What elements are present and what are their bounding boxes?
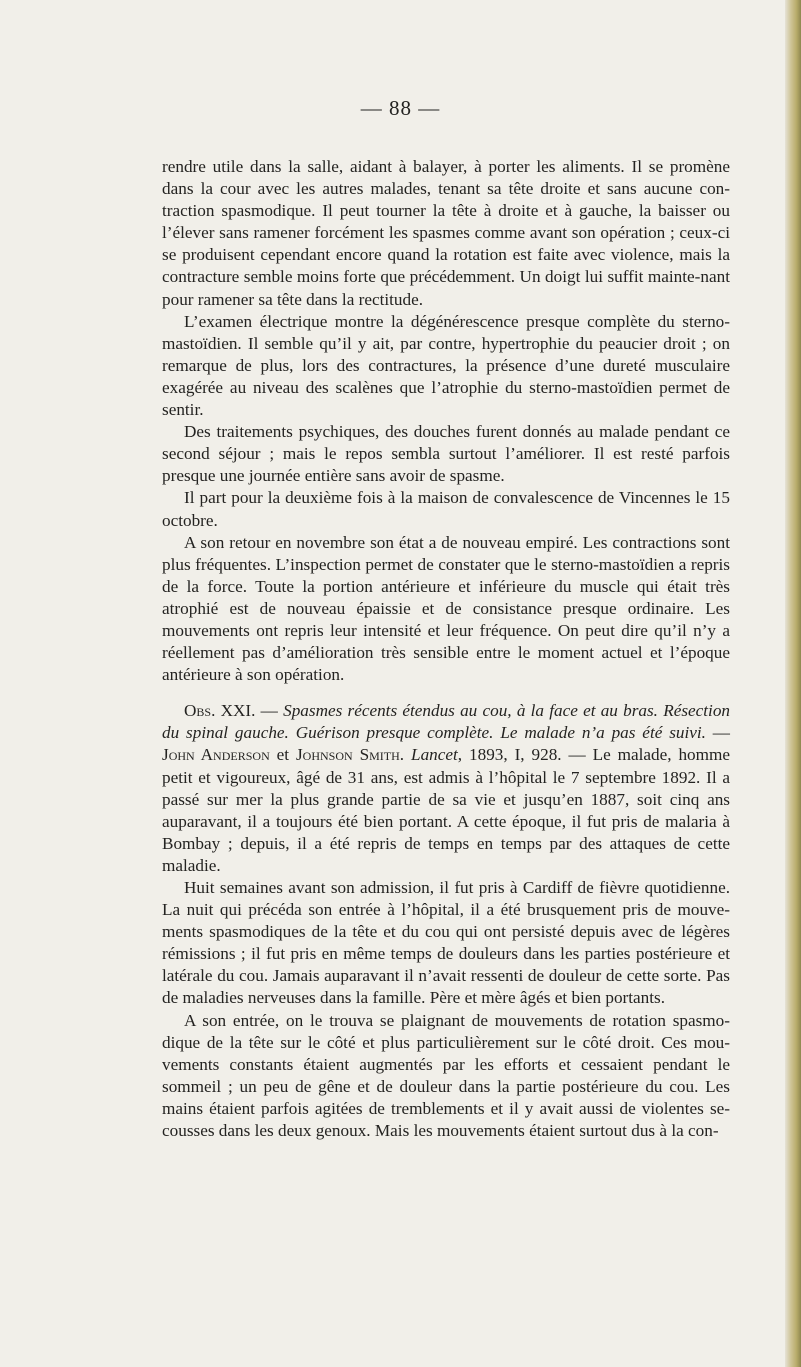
observation-dash: — — [255, 701, 284, 721]
authors-period: . — [399, 745, 405, 765]
observation-body: — Le malade, homme petit et vigoureux, âgé de 31 ans, est admis à l’hôpital le 7 septembre 1892. Il a passé sur mer la plus grande partie de sa vie et jusqu’en 1887, soit cinq ans auparavant, il a toujours été bien portant. A cette époque, il fut pris de malaria à Bombay ; depuis, il a été repris de temps en temps par des attaques de cette maladie. — [162, 745, 731, 875]
journal-name: Lancet — [411, 745, 458, 765]
paragraph: A son entrée, on le trouva se plaignant de mouvements de rotation spasmo-dique de la tête sur le côté et plus particulièrement sur le côté droit. Ces mou-vements constants étaient augmentés par les efforts et cessaient pendant le sommeil ; un peu de gêne et de douleur dans la partie postérieure du cou. Les mains étaient parfois agitées de tremblements et il y avait aussi de violentes se-cousses dans les deux genoux. Mais les mouvements étaient surtout dus à la con- — [162, 1010, 730, 1141]
observation-title: Spasmes récents étendus au cou, à la face et au bras. Résection du spinal gauche. Guérison presque complète. Le malade n’a pas été suivi. — [162, 701, 731, 743]
paragraph: Huit semaines avant son admission, il fut pris à Cardiff de fièvre quotidienne. La nuit qui précéda son entrée à l’hôpital, il a été brusquement pris de mouve-ments spasmodiques de la tête et du cou qui ont persisté depuis avec de légères rémissions ; il fut pris en même temps de douleurs dans les parties postérieure et latérale du cou. Jamais auparavant il n’avait ressenti de douleur de cette sorte. Pas de maladies nerveuses dans la famille. Père et mère âgés et bien portants. — [162, 878, 730, 1008]
observation-paragraph — [162, 700, 730, 877]
paragraph: Il part pour la deuxième fois à la maison de convalescence de Vincennes le 15 octobre. — [162, 488, 730, 530]
author-smith: Johnson Smith — [295, 745, 400, 765]
author-conjunction: et — [269, 745, 296, 765]
paragraph: L’examen électrique montre la dégénérescence presque complète du sterno-mastoïdien. Il semble qu’il y ait, par contre, hypertrophie du peaucier droit ; on remarque de plus, lors des contractures, la présence d’une dureté musculaire exagérée au niveau des scalènes que l’atrophie du sterno-mastoïdien permet de sentir. — [162, 311, 730, 420]
paragraph: Des traitements psychiques, des douches furent donnés au malade pendant ce second séjour ; mais le repos semblа surtout l’améliorer. Il est resté parfois presque une journée entière sans avoir de spasme. — [162, 422, 730, 486]
journal-reference: , 1893, I, 928. — [457, 745, 562, 765]
paragraph: A son retour en novembre son état a de nouveau empiré. Les contractions sont plus fréquentes. L’inspection permet de constater que le sterno-mastoïdien a repris de la force. Toute la portion antérieure et inférieure du muscle qui était très atrophié est de nouveau épaissie et de consistance presque ordinaire. Les mouvements ont repris leur intensité et leur fréquence. On peut dire qu’il n’y a réellement pas d’amélioration très sensible entre le moment actuel et l’époque antérieure à son opération. — [162, 532, 730, 685]
authors-dash: — — [705, 723, 730, 743]
page-text — [162, 156, 730, 1142]
observation-label: Obs. XXI. — [184, 701, 256, 721]
author-anderson: John Anderson — [162, 745, 270, 765]
page-number: — 88 — — [360, 96, 441, 120]
paragraph-continuation: rendre utile dans la salle, aidant à balayer, à porter les aliments. Il se promène dans la cour avec les autres malades, tenant sa tête droite et sans aucune con-traction spasmodique. Il peut tourner la tête à droite et à gauche, la baisser ou l’élever sans ramener forcément les spasmes comme avant son opération ; ceux-ci se produisent cependant encore quand la rotation est faite avec violence, mais la contracture semble moins forte que précédemment. Un doigt lui suffit mainte-nant pour ramener sa tête dans la rectitude. — [162, 157, 730, 309]
page-edge — [785, 0, 801, 1367]
